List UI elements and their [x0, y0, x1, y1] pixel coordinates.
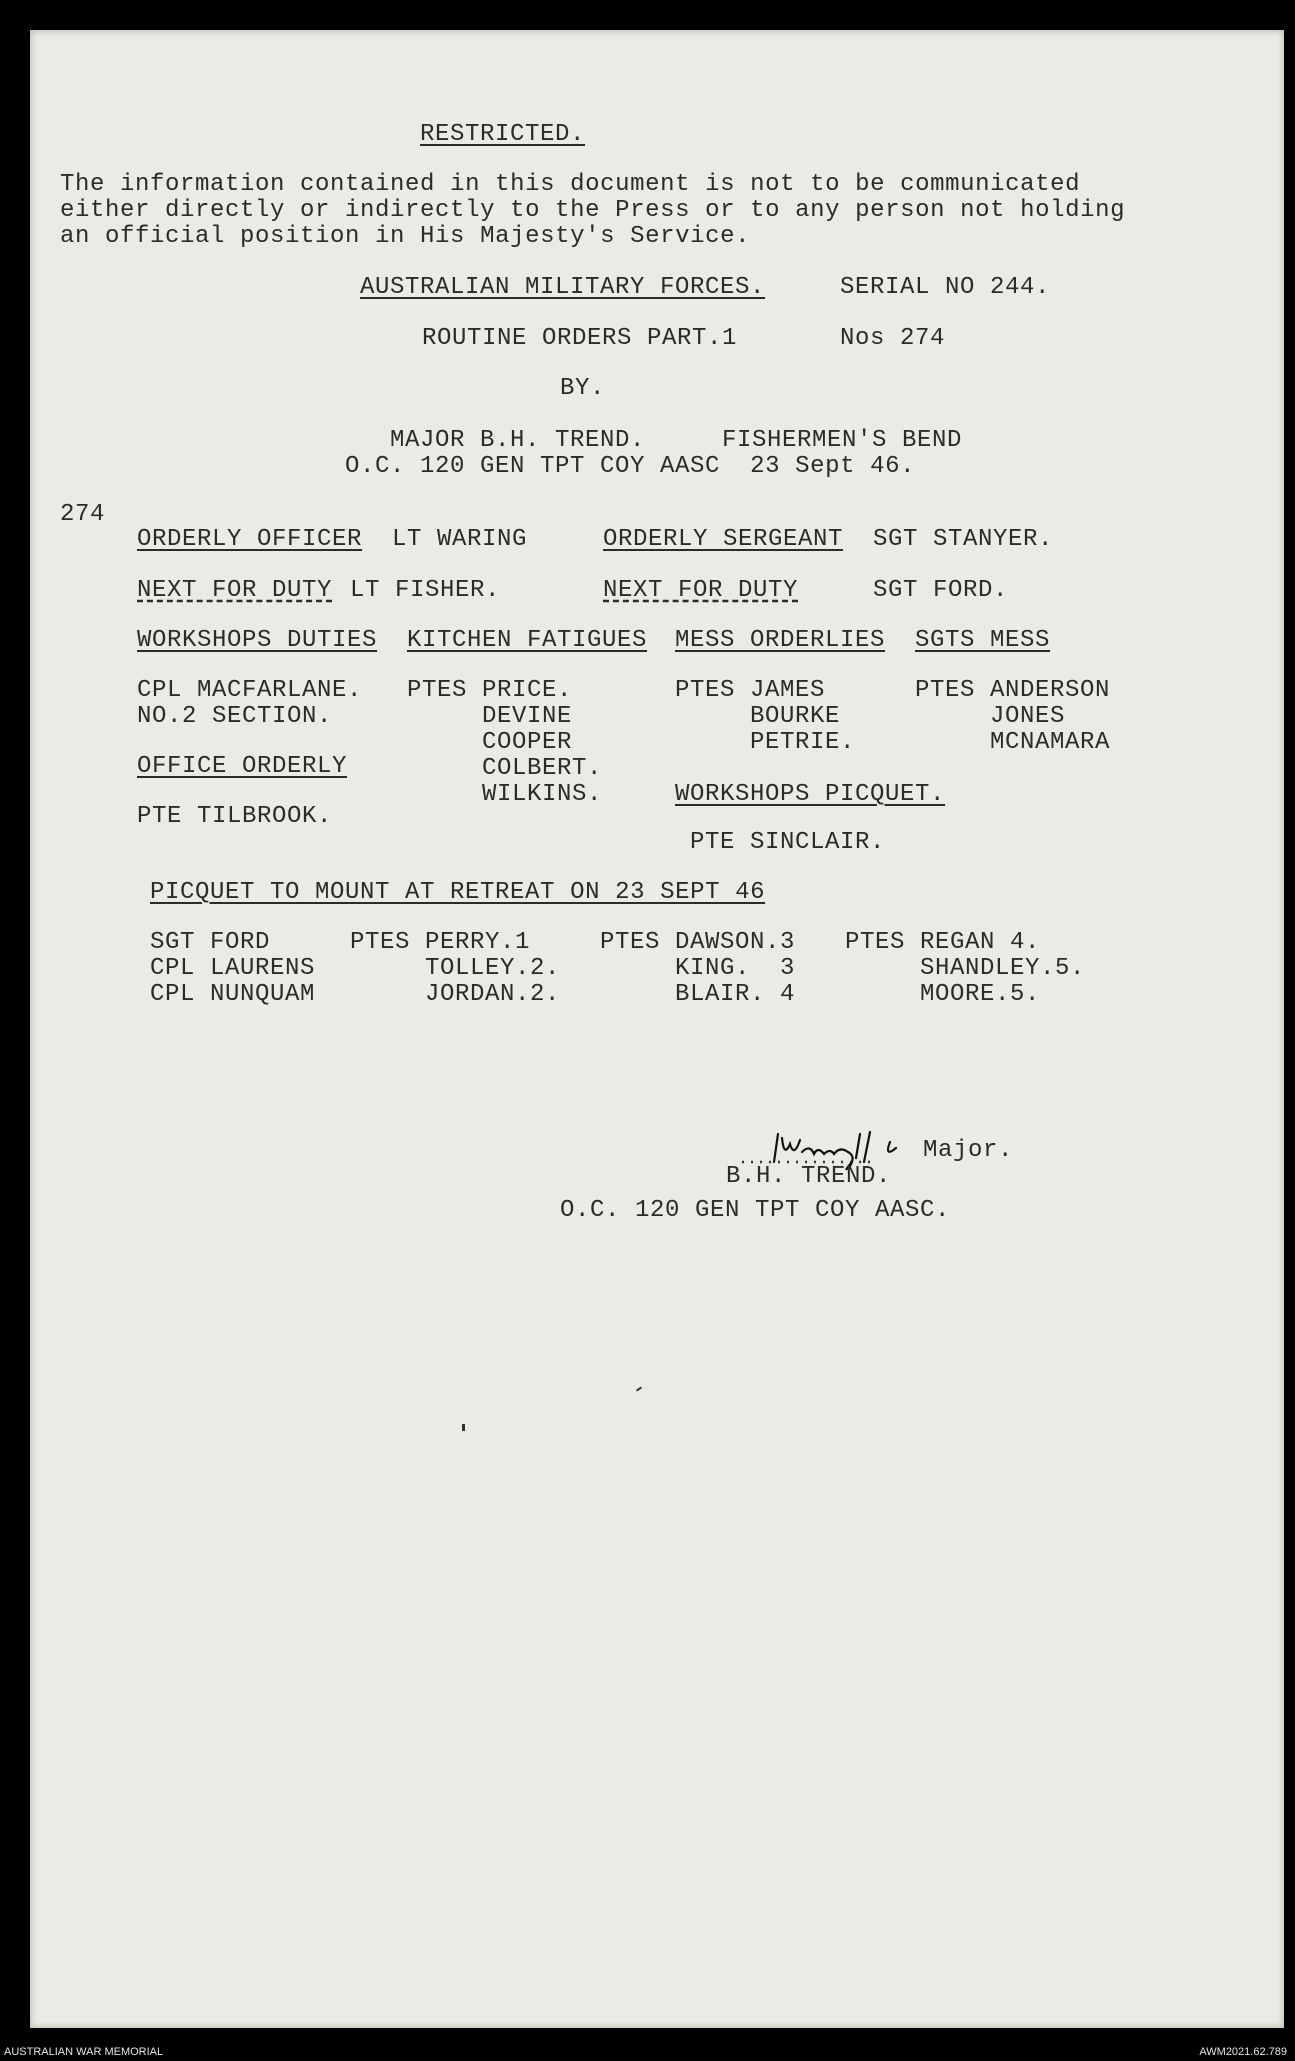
notice-line-1: The information contained in this document is not to be communicated	[60, 171, 1081, 198]
kitchen-fatigues-label: KITCHEN FATIGUES	[407, 627, 648, 654]
office-orderly-label: OFFICE ORDERLY	[137, 753, 348, 780]
mess-orderlies-line-2: BOURKE	[675, 703, 841, 730]
location-line: FISHERMEN'S BEND	[722, 427, 963, 454]
sgts-mess-label: SGTS MESS	[915, 627, 1051, 654]
picquet-col3-row1: PTES DAWSON.3	[600, 929, 796, 956]
classification-heading: RESTRICTED.	[420, 121, 586, 148]
order-number: 274	[60, 501, 106, 528]
orderly-sergeant-label: ORDERLY SERGEANT	[603, 526, 844, 553]
by-line: BY.	[560, 375, 606, 402]
orderly-sergeant-name: SGT STANYER.	[873, 526, 1054, 553]
picquet-title: PICQUET TO MOUNT AT RETREAT ON 23 SEPT 46	[150, 879, 766, 906]
mess-orderlies-line-3: PETRIE.	[675, 729, 856, 756]
next-for-duty-label-officer: NEXT FOR DUTY	[137, 577, 333, 604]
sgts-mess-line-2: JONES	[915, 703, 1066, 730]
forces-heading: AUSTRALIAN MILITARY FORCES.	[360, 274, 766, 301]
paper-mark	[636, 1386, 642, 1391]
picquet-col2-row2: TOLLEY.2.	[350, 955, 561, 982]
notice-line-3: an official position in His Majesty's Service.	[60, 223, 751, 250]
picquet-col3-row3: BLAIR. 4	[600, 981, 796, 1008]
notice-line-2: either directly or indirectly to the Press or to any person not holding	[60, 197, 1126, 224]
sgts-mess-line-1: PTES ANDERSON	[915, 677, 1111, 704]
kitchen-fatigues-line-2: DEVINE	[407, 703, 573, 730]
orderly-officer-name: LT WARING	[392, 526, 528, 553]
signature-rank: Major.	[923, 1137, 1014, 1164]
workshops-duties-line-1: CPL MACFARLANE.	[137, 677, 363, 704]
unit-date-line: O.C. 120 GEN TPT COY AASC 23 Sept 46.	[345, 453, 916, 480]
sgts-mess-line-3: MCNAMARA	[915, 729, 1111, 756]
picquet-col2-row1: PTES PERRY.1	[350, 929, 531, 956]
officer-line: MAJOR B.H. TREND.	[390, 427, 646, 454]
signature-title: O.C. 120 GEN TPT COY AASC.	[560, 1197, 951, 1224]
footer-accession-number: AWM2021.62.789	[1199, 2046, 1287, 2058]
picquet-col1-row2: CPL LAURENS	[150, 955, 316, 982]
routine-orders-title: ROUTINE ORDERS PART.1	[422, 325, 738, 352]
mess-orderlies-label: MESS ORDERLIES	[675, 627, 886, 654]
order-nos: Nos 274	[840, 325, 946, 352]
picquet-col4-row2: SHANDLEY.5.	[845, 955, 1086, 982]
next-for-duty-label-sergeant: NEXT FOR DUTY	[603, 577, 799, 604]
kitchen-fatigues-line-3: COOPER	[407, 729, 573, 756]
workshops-duties-line-2: NO.2 SECTION.	[137, 703, 333, 730]
paper-mark	[462, 1424, 465, 1431]
document-page	[30, 30, 1284, 2028]
mess-orderlies-line-1: PTES JAMES	[675, 677, 826, 704]
kitchen-fatigues-line-5: WILKINS.	[407, 781, 603, 808]
workshops-picquet-label: WORKSHOPS PICQUET.	[675, 781, 946, 808]
next-sergeant-name: SGT FORD.	[873, 577, 1009, 604]
picquet-col4-row3: MOORE.5.	[845, 981, 1041, 1008]
picquet-col1-row3: CPL NUNQUAM	[150, 981, 316, 1008]
kitchen-fatigues-line-4: COLBERT.	[407, 755, 603, 782]
footer-credit: AUSTRALIAN WAR MEMORIAL	[4, 2046, 164, 2058]
next-officer-name: LT FISHER.	[350, 577, 501, 604]
orderly-officer-label: ORDERLY OFFICER	[137, 526, 363, 553]
kitchen-fatigues-line-1: PTES PRICE.	[407, 677, 573, 704]
workshops-picquet-name: PTE SINCLAIR.	[690, 829, 886, 856]
signature-name: B.H. TREND.	[726, 1163, 892, 1190]
serial-number: SERIAL NO 244.	[840, 274, 1051, 301]
picquet-col3-row2: KING. 3	[600, 955, 796, 982]
picquet-col4-row1: PTES REGAN 4.	[845, 929, 1041, 956]
picquet-col2-row3: JORDAN.2.	[350, 981, 561, 1008]
office-orderly-name: PTE TILBROOK.	[137, 803, 333, 830]
workshops-duties-label: WORKSHOPS DUTIES	[137, 627, 378, 654]
picquet-col1-row1: SGT FORD	[150, 929, 271, 956]
